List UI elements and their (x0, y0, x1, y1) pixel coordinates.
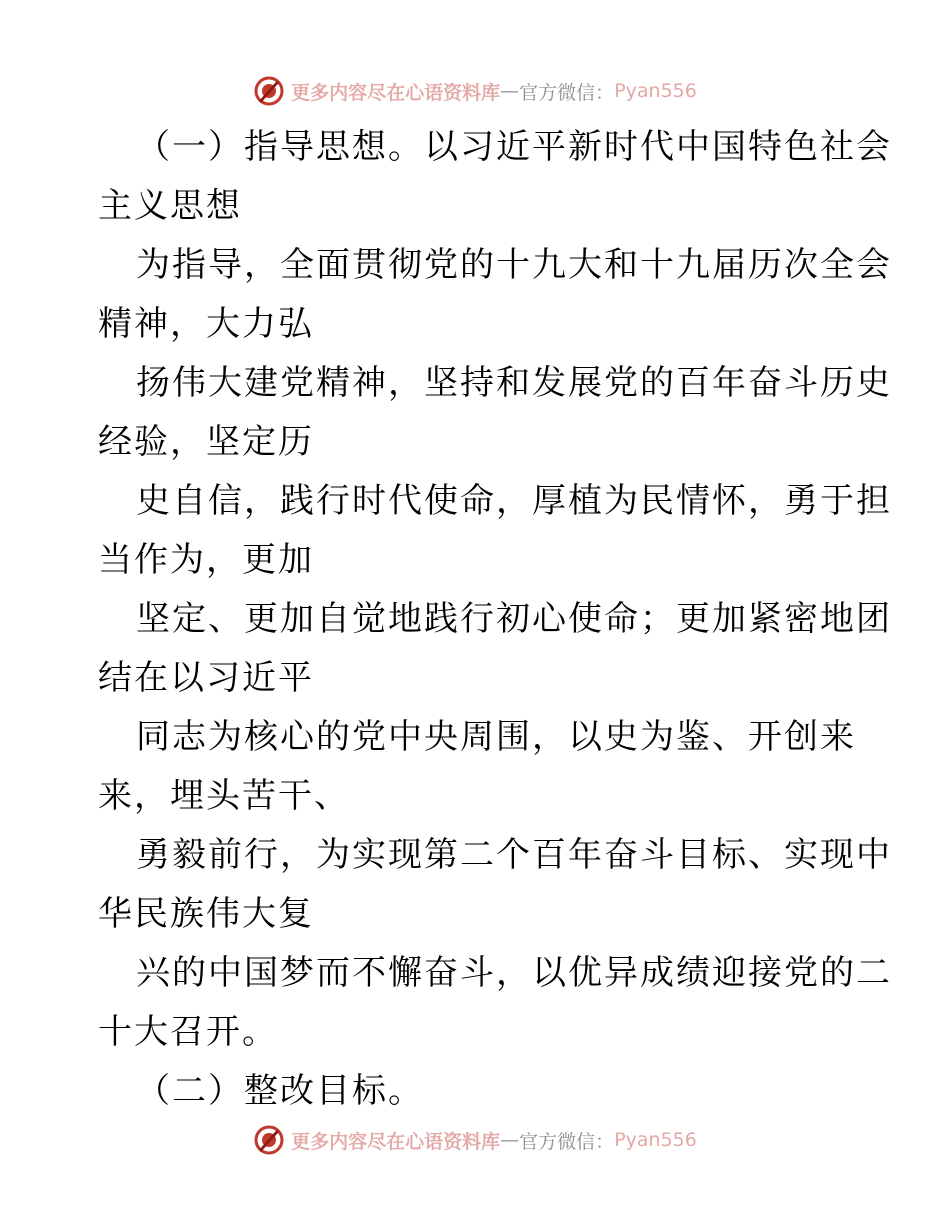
text-line: 精神，大力弘 (98, 304, 314, 344)
text-line: 结在以习近平 (98, 658, 314, 698)
watermark-main-text: 更多内容尽在心语资料库 (291, 1130, 501, 1153)
watermark-official-label: 官方微信： (519, 1130, 615, 1153)
text-line: 主义思想 (98, 186, 242, 226)
text-line: 十大召开。 (98, 1012, 278, 1052)
seal-logo-icon (253, 75, 285, 107)
watermark-official-label: 官方微信： (519, 81, 615, 104)
text-line: 同志为核心的党中央周围，以史为鉴、开创来 (136, 717, 856, 757)
watermark-main-text: 更多内容尽在心语资料库 (291, 81, 501, 104)
footer-watermark (0, 1120, 950, 1160)
text-line: 经验，坚定历 (98, 422, 314, 462)
seal-logo-icon (253, 1124, 285, 1156)
header-watermark (0, 71, 950, 111)
text-line: 史自信，践行时代使命，厚植为民情怀，勇于担 (136, 481, 892, 521)
document-body (98, 118, 892, 1121)
watermark-dash: — (500, 1129, 520, 1151)
text-line: 兴的中国梦而不懈奋斗，以优异成绩迎接党的二 (136, 953, 892, 993)
text-line: 坚定、更加自觉地践行初心使命；更加紧密地团 (136, 599, 892, 639)
text-line: 扬伟大建党精神，坚持和发展党的百年奋斗历史 (136, 363, 892, 403)
text-line: 当作为，更加 (98, 540, 314, 580)
text-line: 为指导，全面贯彻党的十九大和十九届历次全会 (136, 245, 892, 285)
watermark-dash: — (500, 80, 520, 102)
text-line: 来，埋头苦干、 (98, 776, 350, 816)
text-line: 勇毅前行，为实现第二个百年奋斗目标、实现中 (136, 835, 892, 875)
text-line: 华民族伟大复 (98, 894, 314, 934)
section-heading: （二）整改目标。 (136, 1071, 424, 1111)
watermark-wechat-id: Pyan556 (614, 80, 697, 102)
text-line: （一）指导思想。以习近平新时代中国特色社会 (136, 127, 892, 167)
watermark-wechat-id: Pyan556 (614, 1129, 697, 1151)
